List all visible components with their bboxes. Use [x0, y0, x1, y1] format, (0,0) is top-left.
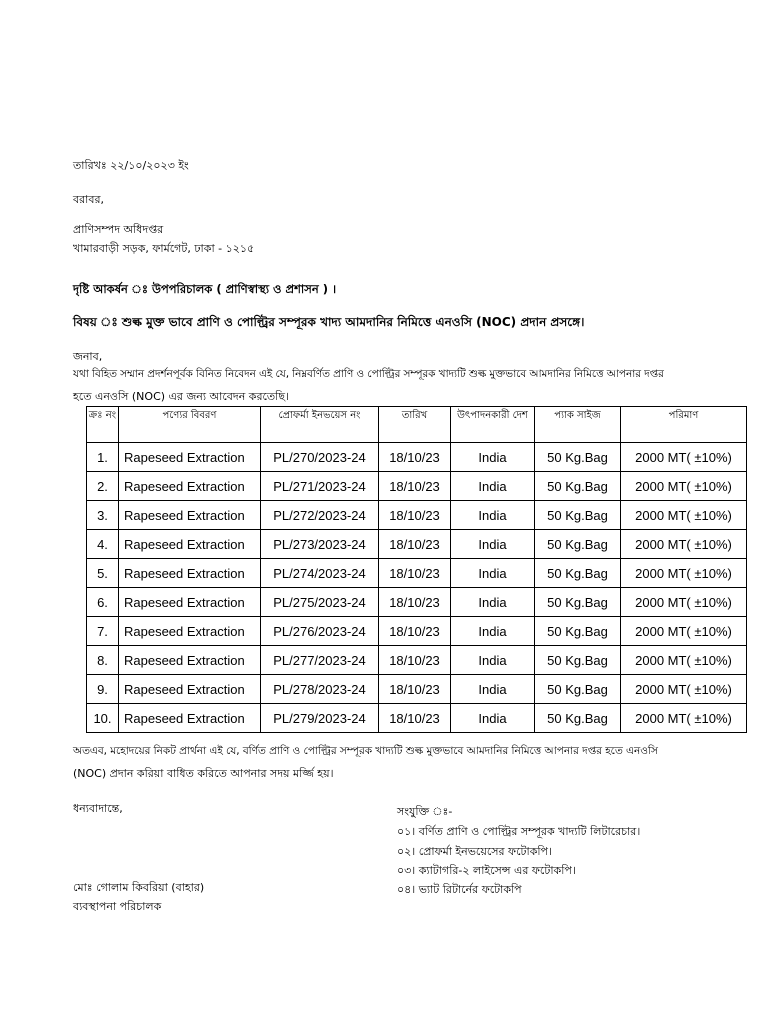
table-row: [87, 530, 747, 559]
enclosure-item: ০৩। ক্যাটাগরি-২ লাইসেন্স এর ফটোকপি।: [397, 864, 576, 877]
cell-invoice: PL/279/2023-24: [261, 704, 379, 733]
recipient-address: খামারবাড়ী সড়ক, ফার্মগেট, ঢাকা - ১২১৫: [73, 242, 255, 255]
cell-pack-size: 50 Kg.Bag: [535, 675, 621, 704]
cell-origin: India: [451, 443, 535, 472]
cell-quantity: 2000 MT( ±10%): [621, 501, 747, 530]
cell-description: Rapeseed Extraction: [119, 443, 261, 472]
cell-pack-size: 50 Kg.Bag: [535, 472, 621, 501]
cell-serial: 10.: [87, 704, 119, 733]
cell-pack-size: 50 Kg.Bag: [535, 501, 621, 530]
cell-origin: India: [451, 501, 535, 530]
cell-origin: India: [451, 588, 535, 617]
cell-description: Rapeseed Extraction: [119, 472, 261, 501]
cell-description: Rapeseed Extraction: [119, 704, 261, 733]
enclosure-item: ০১। বর্ণিত প্রাণি ও পোল্ট্রির সম্পূরক খাদ্যটি লিটারেচার।: [397, 825, 641, 838]
body-paragraph-line-2: হতে এনওসি (NOC) এর জন্য আবেদন করতেছি।: [73, 390, 289, 403]
cell-description: Rapeseed Extraction: [119, 617, 261, 646]
cell-origin: India: [451, 704, 535, 733]
salutation: জনাব,: [73, 350, 103, 363]
cell-quantity: 2000 MT( ±10%): [621, 646, 747, 675]
cell-invoice: PL/270/2023-24: [261, 443, 379, 472]
cell-serial: 5.: [87, 559, 119, 588]
table-row: [87, 472, 747, 501]
cell-description: Rapeseed Extraction: [119, 530, 261, 559]
cell-invoice: PL/278/2023-24: [261, 675, 379, 704]
table-row: [87, 617, 747, 646]
subject-line: বিষয় ঃ শুল্ক মুক্ত ভাবে প্রাণি ও পোল্ট্রির সম্পূরক খাদ্য আমদানির নিমিত্তে এনওসি (NOC) প্রদান প্রসঙ্গে।: [73, 315, 585, 329]
cell-description: Rapeseed Extraction: [119, 501, 261, 530]
cell-invoice: PL/272/2023-24: [261, 501, 379, 530]
cell-pack-size: 50 Kg.Bag: [535, 704, 621, 733]
cell-invoice: PL/271/2023-24: [261, 472, 379, 501]
table-row: [87, 704, 747, 733]
cell-date: 18/10/23: [379, 472, 451, 501]
cell-serial: 4.: [87, 530, 119, 559]
cell-invoice: PL/276/2023-24: [261, 617, 379, 646]
cell-serial: 8.: [87, 646, 119, 675]
body-paragraph-line-1: যথা বিহিত সম্মান প্রদর্শনপূর্বক বিনিত নিবেদন এই যে, নিম্নবর্ণিত প্রাণি ও পোল্ট্রির সম্পূরক খাদ্যটি শুল্ক মুক্তভাবে আমদানির নিমিত্তে আপনার দপ্তর: [73, 368, 664, 380]
cell-description: Rapeseed Extraction: [119, 646, 261, 675]
cell-pack-size: 50 Kg.Bag: [535, 617, 621, 646]
cell-serial: 1.: [87, 443, 119, 472]
cell-date: 18/10/23: [379, 443, 451, 472]
cell-quantity: 2000 MT( ±10%): [621, 443, 747, 472]
cell-date: 18/10/23: [379, 501, 451, 530]
table-row: [87, 588, 747, 617]
cell-serial: 7.: [87, 617, 119, 646]
header-pack-size: প্যাক সাইজ: [535, 407, 621, 443]
cell-quantity: 2000 MT( ±10%): [621, 472, 747, 501]
cell-pack-size: 50 Kg.Bag: [535, 530, 621, 559]
cell-invoice: PL/274/2023-24: [261, 559, 379, 588]
table-header-row: [87, 407, 747, 443]
cell-date: 18/10/23: [379, 675, 451, 704]
cell-quantity: 2000 MT( ±10%): [621, 530, 747, 559]
cell-serial: 3.: [87, 501, 119, 530]
cell-pack-size: 50 Kg.Bag: [535, 559, 621, 588]
cell-date: 18/10/23: [379, 704, 451, 733]
cell-pack-size: 50 Kg.Bag: [535, 443, 621, 472]
enclosure-item: ০৪। ভ্যাট রিটার্নের ফটোকপি: [397, 883, 522, 896]
cell-quantity: 2000 MT( ±10%): [621, 704, 747, 733]
items-table: [86, 406, 747, 733]
recipient-org: প্রাণিসম্পদ অধিদপ্তর: [73, 223, 164, 236]
cell-pack-size: 50 Kg.Bag: [535, 588, 621, 617]
closing-paragraph-line-1: অতএব, মহোদয়ের নিকট প্রার্থনা এই যে, বর্ণিত প্রাণি ও পোল্ট্রির সম্পূরক খাদ্যটি শুল্ক মুক্তভাবে আমদানির নিমিত্তে আপনার দপ্তর হতে এনওসি: [73, 745, 658, 757]
cell-origin: India: [451, 472, 535, 501]
cell-invoice: PL/275/2023-24: [261, 588, 379, 617]
cell-invoice: PL/273/2023-24: [261, 530, 379, 559]
enclosure-item: ০২। প্রোফর্মা ইনভয়েসের ফটোকপি।: [397, 845, 552, 858]
table-row: [87, 501, 747, 530]
header-origin: উৎপাদনকারী দেশ: [451, 407, 535, 443]
letter-date: তারিখঃ ২২/১০/২০২৩ ইং: [73, 159, 189, 172]
cell-date: 18/10/23: [379, 559, 451, 588]
cell-date: 18/10/23: [379, 588, 451, 617]
cell-description: Rapeseed Extraction: [119, 588, 261, 617]
cell-invoice: PL/277/2023-24: [261, 646, 379, 675]
cell-description: Rapeseed Extraction: [119, 559, 261, 588]
attention-line: দৃষ্টি আকর্ষন ঃ উপপরিচালক ( প্রাণিস্বাস্থ্য ও প্রশাসন ) ।: [73, 282, 337, 296]
cell-pack-size: 50 Kg.Bag: [535, 646, 621, 675]
cell-origin: India: [451, 675, 535, 704]
cell-date: 18/10/23: [379, 617, 451, 646]
table-row: [87, 646, 747, 675]
cell-date: 18/10/23: [379, 646, 451, 675]
signer-title: ব্যবস্থাপনা পরিচালক: [73, 900, 162, 913]
table-row: [87, 559, 747, 588]
header-date: তারিখ: [379, 407, 451, 443]
cell-quantity: 2000 MT( ±10%): [621, 559, 747, 588]
cell-origin: India: [451, 559, 535, 588]
header-serial: ক্রঃ নং: [87, 407, 119, 443]
table-row: [87, 675, 747, 704]
closing-paragraph-line-2: (NOC) প্রদান করিয়া বাধিত করিতে আপনার সদয় মর্জ্জি হয়।: [73, 767, 334, 780]
cell-serial: 2.: [87, 472, 119, 501]
enclosures-title: সংযুক্তি ঃ-: [397, 805, 453, 818]
cell-serial: 9.: [87, 675, 119, 704]
cell-quantity: 2000 MT( ±10%): [621, 617, 747, 646]
cell-origin: India: [451, 530, 535, 559]
header-quantity: পরিমাণ: [621, 407, 747, 443]
cell-date: 18/10/23: [379, 530, 451, 559]
header-description: পণ্যের বিবরণ: [119, 407, 261, 443]
table-body: [87, 443, 747, 733]
cell-description: Rapeseed Extraction: [119, 675, 261, 704]
cell-quantity: 2000 MT( ±10%): [621, 675, 747, 704]
addressee-to: বরাবর,: [73, 193, 105, 206]
cell-origin: India: [451, 646, 535, 675]
table-row: [87, 443, 747, 472]
thanks-line: ধন্যবাদান্তে,: [73, 802, 123, 815]
header-invoice: প্রোফর্মা ইনভয়েস নং: [261, 407, 379, 443]
cell-origin: India: [451, 617, 535, 646]
signer-name: মোঃ গোলাম কিবরিয়া (বাহার): [73, 881, 205, 894]
cell-serial: 6.: [87, 588, 119, 617]
cell-quantity: 2000 MT( ±10%): [621, 588, 747, 617]
